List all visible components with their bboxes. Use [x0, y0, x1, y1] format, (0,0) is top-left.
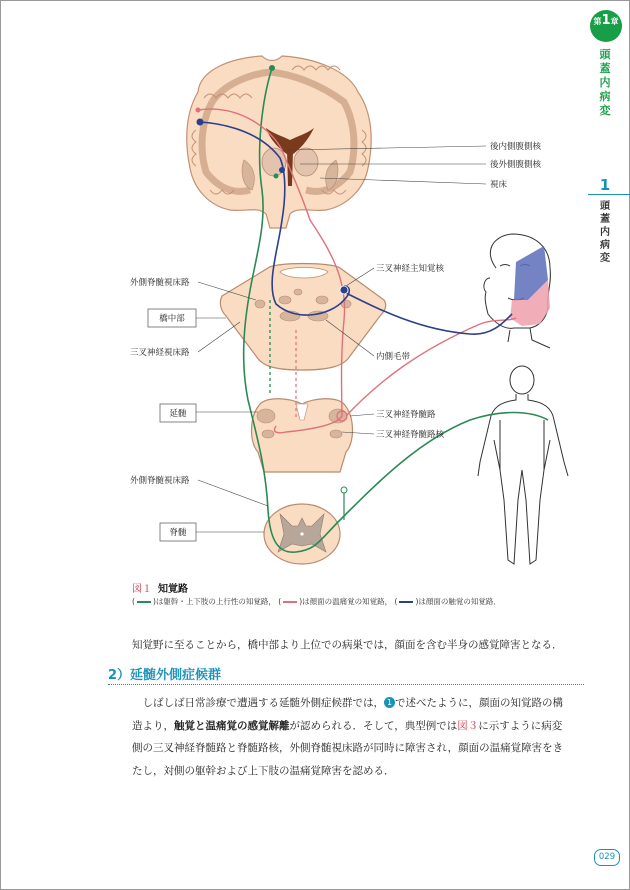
figure-ref-link[interactable]: 図３ — [457, 719, 479, 732]
label-pons: 橋中部 — [159, 314, 185, 324]
section-side-title: 頭 蓋 内 病 変 — [600, 201, 610, 264]
label-trigeminal-thalamic: 三叉神経視床路 — [130, 348, 190, 358]
section-heading: 2）延髄外側症候群 — [108, 668, 222, 683]
label-thalamus: 視床 — [490, 180, 508, 190]
brain-coronal-section — [187, 56, 371, 228]
label-lateral-spinothalamic-bottom: 外側脊髄視床路 — [130, 476, 190, 486]
chapter-title: 頭 蓋 内 病 変 — [599, 48, 611, 117]
label-trigeminal-spinal-nucleus: 三叉神経脊髄路核 — [376, 430, 445, 440]
figure-title: 知覚路 — [158, 584, 188, 595]
label-lateral-spinothalamic-top: 外側脊髄視床路 — [130, 278, 190, 288]
body-illustration — [478, 366, 568, 564]
legend-navy-swatch — [399, 601, 413, 603]
legend-green-swatch — [137, 601, 151, 603]
paragraph-continuation: 知覚野に至ることから，橋中部より上位での病巣では，顔面を含む半身の感覚障害となる． — [132, 639, 563, 651]
body-line-2: 造より，触覚と温痛覚の感覚解離が認められる．そして，典型例では図３に示すように病変 — [132, 719, 563, 732]
page-number: 029 — [594, 849, 620, 866]
body-line-3: 側の三叉神経脊髄路と脊髄路核，外側脊髄視床路が同時に障害され，顔面の温痛覚障害をき — [132, 742, 564, 754]
section-rule — [108, 684, 584, 686]
body-line-1: しばしば日常診療で遭遇する延髄外側症候群では， 1 で述べたように，顔面の知覚路の構 — [142, 697, 563, 709]
pons-outline — [220, 264, 385, 371]
pons-section — [220, 264, 385, 371]
label-spinal-cord: 脊髄 — [169, 528, 187, 538]
label-medial-lemniscus: 内側毛帯 — [376, 352, 411, 362]
label-vpm: 後内側腹側核 — [490, 142, 542, 152]
chapter-badge: 第1章 — [590, 10, 622, 42]
legend-pink-swatch — [283, 601, 297, 603]
spinal-cord-section — [264, 504, 340, 564]
figure-caption — [132, 580, 188, 595]
figure-legend: ( )は躯幹・上下肢の上行性の知覚路， ( )は顔面の温痛覚の知覚路， ( )は顔面の触覚の知覚路． — [132, 597, 501, 606]
figure-number: 図１ — [132, 584, 152, 595]
label-vpl: 後外側腹側核 — [490, 160, 542, 170]
medulla-section — [252, 399, 353, 472]
section-side-number: 1 — [599, 176, 611, 194]
thalamus-right — [294, 148, 318, 176]
label-trigeminal-main-sensory: 三叉神経主知覚核 — [376, 264, 445, 274]
label-medulla: 延髄 — [169, 409, 187, 419]
numbered-bullet-icon: 1 — [384, 697, 395, 708]
label-trigeminal-spinal-tract: 三叉神経脊髄路 — [376, 410, 436, 420]
section-body — [132, 692, 582, 782]
body-line-4: たし，対側の躯幹および上下肢の温痛覚障害を認める． — [132, 764, 395, 777]
